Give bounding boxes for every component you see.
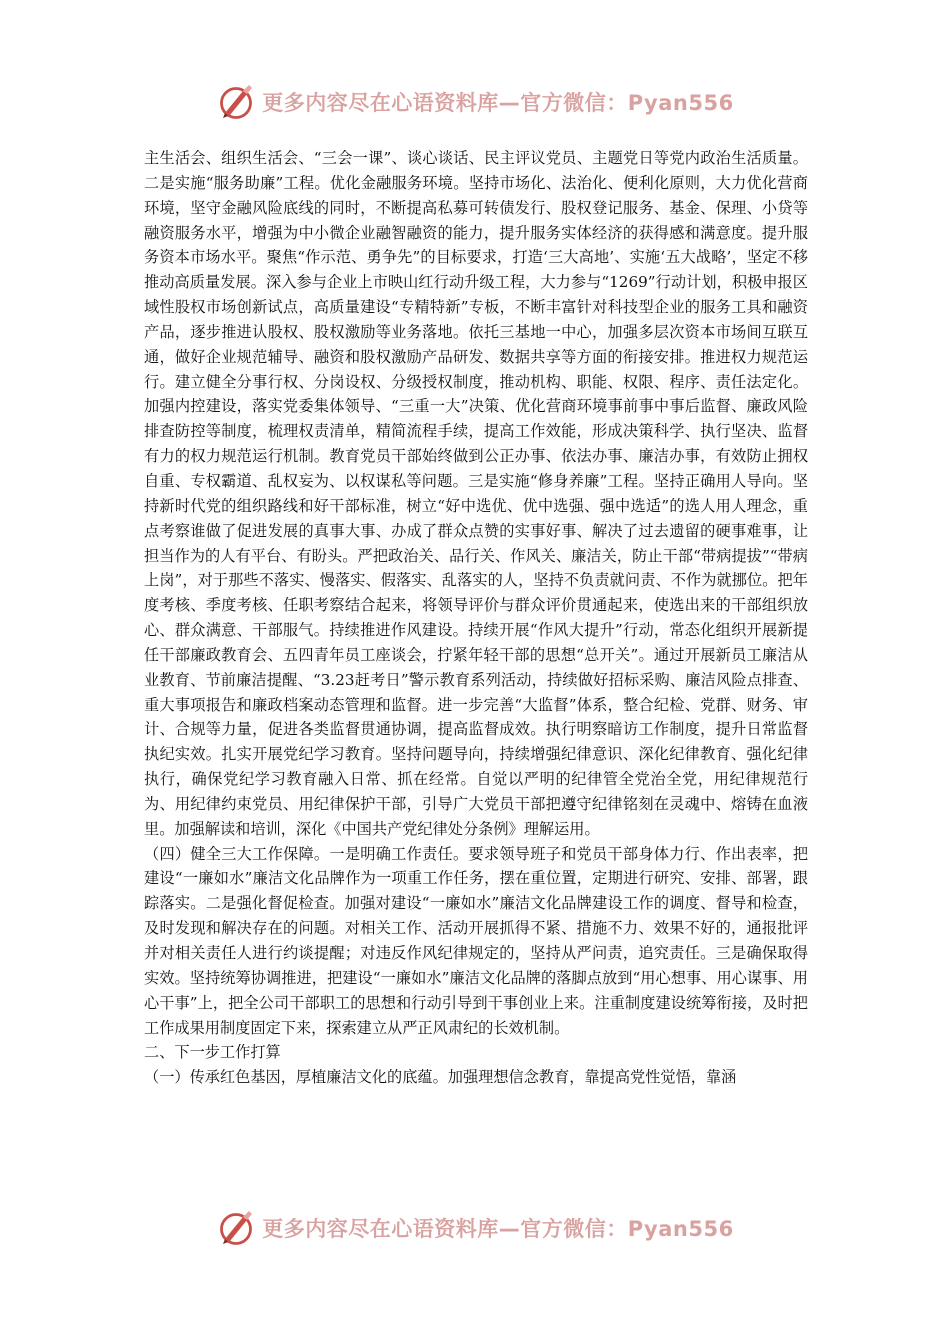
paragraph: （四）健全三大工作保障。一是明确工作责任。要求领导班子和党员干部身体力行、作出表率，把建设“一廉如水”廉洁文化品牌作为一项重工作任务，摆在重位置，定期进行研究、安排、部署，跟踪落实。二是强化督促检查。加强对建设“一廉如水”廉洁文化品牌建设工作的调度、督导和检查，及时发现和解决存在的问题。对相关工作、活动开展抓得不紧、措施不力、效果不好的，通报批评并对相关责任人进行约谈提醒；对违反作风纪律规定的，坚持从严问责，追究责任。三是确保取得实效。坚持统筹协调推进，把建设“一廉如水”廉洁文化品牌的落脚点放到“用心想事、用心谋事、用心干事”上，把全公司干部职工的思想和行动引导到干事创业上来。注重制度建设统筹衔接，及时把工作成果用制度固定下来，探索建立从严正风肃纪的长效机制。 <box>144 844 808 1037</box>
pen-circle-logo-icon <box>216 82 256 122</box>
footer-banner <box>0 1206 950 1250</box>
section-heading: 二、下一步工作打算 <box>144 1043 281 1062</box>
document-body <box>144 146 808 1090</box>
pen-circle-logo-icon <box>216 1208 256 1248</box>
paragraph: （一）传承红色基因，厚植廉洁文化的底蕴。加强理想信念教育，靠提高党性觉悟，靠涵 <box>144 1068 737 1087</box>
banner-text: 更多内容尽在心语资料库—官方微信：Pyan556 <box>262 91 734 115</box>
header-banner <box>0 80 950 124</box>
paragraph: 主生活会、组织生活会、“三会一课”、谈心谈话、民主评议党员、主题党日等党内政治生活质量。二是实施“服务助廉”工程。优化金融服务环境。坚持市场化、法治化、便利化原则，大力优化营商环境，坚守金融风险底线的同时，不断提高私募可转债发行、股权登记服务、基金、保理、小贷等融资服务水平，增强为中小微企业融智融资的能力，提升服务实体经济的获得感和满意度。提升服务资本市场水平。聚焦“作示范、勇争先”的目标要求，打造‘三大高地’、实施‘五大战略’，坚定不移推动高质量发展。深入参与企业上市映山红行动升级工程，大力参与“1269”行动计划，积极申报区域性股权市场创新试点，高质量建设“专精特新”专板，不断丰富针对科技型企业的服务工具和融资产品，逐步推进认股权、股权激励等业务落地。依托三基地一中心，加强多层次资本市场间互联互通，做好企业规范辅导、融资和股权激励产品研发、数据共享等方面的衔接安排。推进权力规范运行。建立健全分事行权、分岗设权、分级授权制度，推动机构、职能、权限、程序、责任法定化。加强内控建设，落实党委集体领导、“三重一大”决策、优化营商环境事前事中事后监督、廉政风险排查防控等制度，梳理权责清单，精简流程手续，提高工作效能，形成决策科学、执行坚决、监督有力的权力规范运行机制。教育党员干部始终做到公正办事、依法办事、廉洁办事，有效防止拥权自重、专权霸道、乱权妄为、以权谋私等问题。三是实施“修身养廉”工程。坚持正确用人导向。坚持新时代党的组织路线和好干部标准，树立“好中选优、优中选强、强中选适”的选人用人理念，重点考察谁做了促进发展的真事大事、办成了群众点赞的实事好事、解决了过去遗留的硬事难事，让担当作为的人有平台、有盼头。严把政治关、品行关、作风关、廉洁关，防止干部“带病提拔”“带病上岗”，对于那些不落实、慢落实、假落实、乱落实的人，坚持不负责就问责、不作为就挪位。把年度考核、季度考核、任职考察结合起来，将领导评价与群众评价贯通起来，使选出来的干部组织放心、群众满意、干部服气。持续推进作风建设。持续开展“作风大提升”行动，常态化组织开展新提任干部廉政教育会、五四青年员工座谈会，拧紧年轻干部的思想“总开关”。通过开展新员工廉洁从业教育、节前廉洁提醒、“3.23赶考日”警示教育系列活动，持续做好招标采购、廉洁风险点排查、重大事项报告和廉政档案动态管理和监督。进一步完善“大监督”体系，整合纪检、党群、财务、审计、合规等力量，促进各类监督贯通协调，提高监督成效。执行明察暗访工作制度，提升日常监督执纪实效。扎实开展党纪学习教育。坚持问题导向，持续增强纪律意识、深化纪律教育、强化纪律执行，确保党纪学习教育融入日常、抓在经常。自觉以严明的纪律管全党治全党，用纪律规范行为、用纪律约束党员、用纪律保护干部，引导广大党员干部把遵守纪律铭刻在灵魂中、熔铸在血液里。加强解读和培训，深化《中国共产党纪律处分条例》理解运用。 <box>144 149 808 838</box>
banner-text: 更多内容尽在心语资料库—官方微信：Pyan556 <box>262 1217 734 1241</box>
